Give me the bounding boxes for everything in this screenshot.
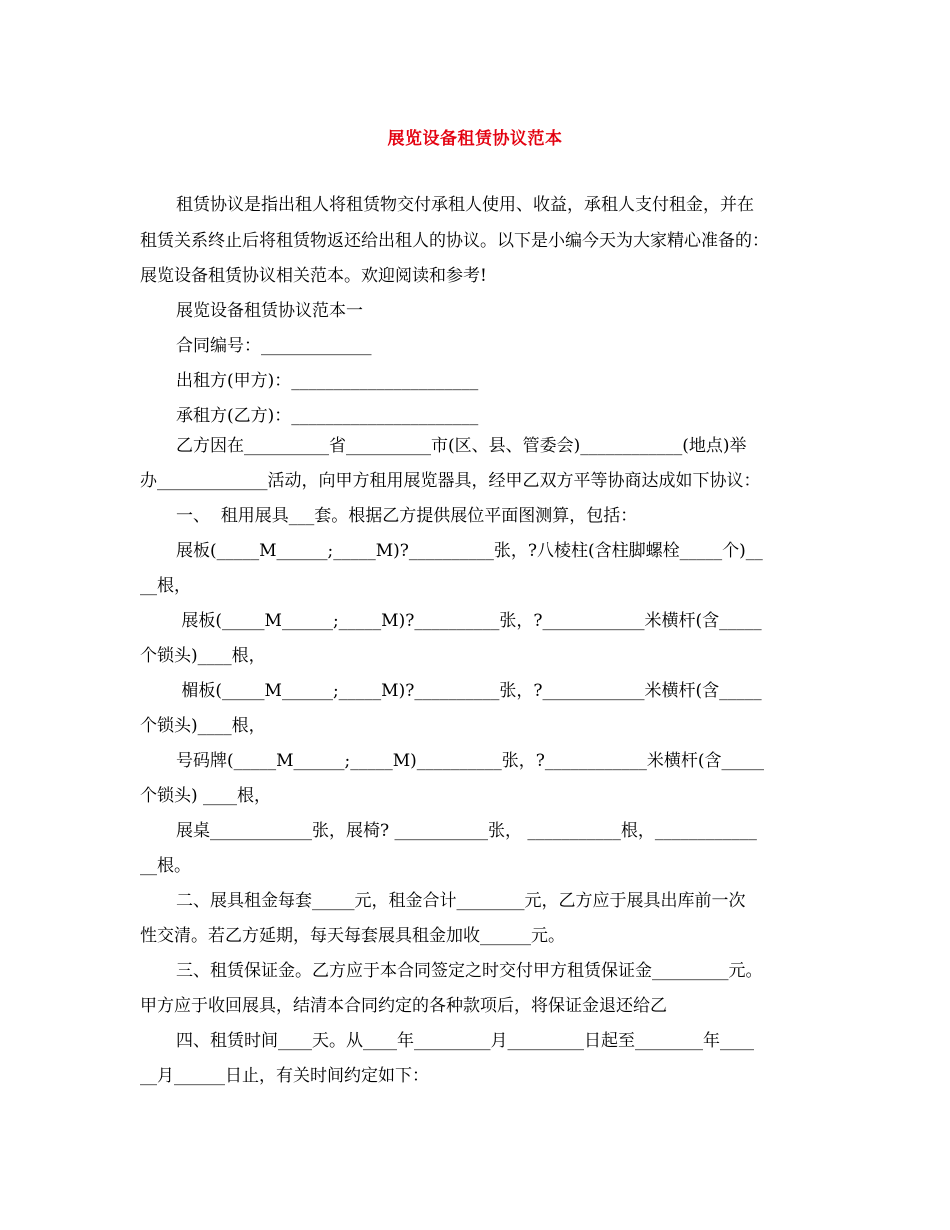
clause-line: __根。 <box>140 856 191 876</box>
document-title: 展览设备租赁协议范本 <box>387 129 563 149</box>
paragraph-line: 办_____________活动，向甲方租用展览器具，经甲乙双方平等协商达成如下协议： <box>140 471 761 491</box>
clause-line: 展板(_____M______;_____M)?__________张，?____________米横杆(含_____ <box>176 611 762 631</box>
clause-4-line: 四、租赁时间____天。从____年_________月_________日起至________年____ <box>176 1031 754 1051</box>
section-heading: 展览设备租赁协议范本一 <box>176 301 363 321</box>
contract-number-line: 合同编号：_____________ <box>176 336 372 356</box>
paragraph-line: 乙方因在__________省__________市(区、县、管委会)____________(地点)举 <box>176 436 747 456</box>
clause-1-line: 一、 租用展具___套。根据乙方提供展位平面图测算，包括： <box>176 506 638 526</box>
clause-line: 个锁头) ____根， <box>140 786 272 806</box>
clause-2-line: 性交清。若乙方延期，每天每套展具租金加收______元。 <box>140 926 565 946</box>
clause-4-line: __月______日止，有关时间约定如下： <box>140 1066 429 1086</box>
clause-line: 个锁头)____根， <box>140 646 266 666</box>
clause-line: __根， <box>140 576 191 596</box>
clause-line: 展板(_____M______;_____M)?__________张，?八棱柱(含柱脚螺栓_____个)__ <box>176 541 763 561</box>
lessor-line: 出租方(甲方)：______________________ <box>176 371 479 391</box>
clause-line: 号码牌(_____M______;_____M)__________张，?____________米横杆(含_____ <box>176 751 765 771</box>
lessee-line: 承租方(乙方)：______________________ <box>176 406 479 426</box>
paragraph-line: 租赁协议是指出租人将租赁物交付承租人使用、收益，承租人支付租金，并在 <box>176 195 754 215</box>
clause-line: 展桌____________张，展椅? ___________张， ___________根，____________ <box>176 821 757 841</box>
paragraph-line: 展览设备租赁协议相关范本。欢迎阅读和参考! <box>140 266 487 286</box>
clause-3-line: 三、租赁保证金。乙方应于本合同签定之时交付甲方租赁保证金_________元。 <box>176 961 763 981</box>
clause-line: 楣板(_____M______;_____M)?__________张，?____________米横杆(含_____ <box>176 681 762 701</box>
clause-2-line: 二、展具租金每套_____元，租金合计________元，乙方应于展具出库前一次 <box>176 891 746 911</box>
clause-3-line: 甲方应于收回展具，结清本合同约定的各种款项后，将保证金退还给乙 <box>140 996 667 1016</box>
paragraph-line: 租赁关系终止后将租赁物返还给出租人的协议。以下是小编今天为大家精心准备的： <box>140 231 769 251</box>
clause-line: 个锁头)____根， <box>140 716 266 736</box>
